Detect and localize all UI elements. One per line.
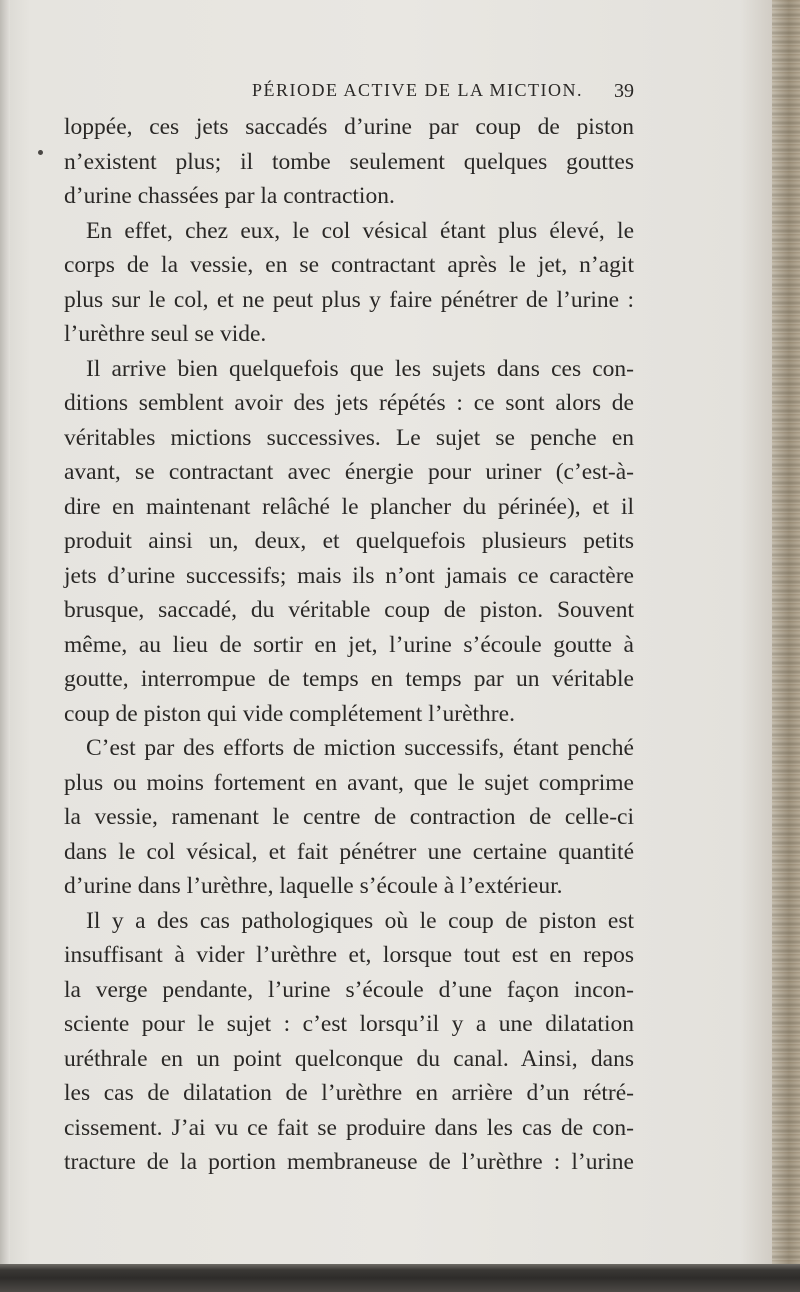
text-line: loppée, ces jets saccadés d’urine par coup de piston	[64, 114, 634, 140]
text-line: insuffisant à vider l’urèthre et, lorsque tout est en repos	[64, 942, 634, 968]
text-line: véritables mictions successives. Le sujet se penche en	[64, 424, 634, 451]
text-line: dire en maintenant relâché le plancher du périnée), et il	[64, 493, 634, 520]
text-line: sciente pour le sujet : c’est lorsqu’il y a une dilatation	[64, 1011, 634, 1037]
text-line: C’est par des efforts de miction successifs, étant penché	[86, 735, 634, 761]
page-edge-stain	[772, 0, 800, 1292]
body-text	[64, 110, 634, 1180]
scan-bottom-edge	[0, 1264, 800, 1292]
text-line: brusque, saccadé, du véritable coup de piston. Souvent	[64, 597, 634, 623]
text-line: d’urine dans l’urèthre, laquelle s’écoule à l’extérieur.	[64, 873, 563, 899]
text-line: plus ou moins fortement en avant, que le sujet comprime	[64, 769, 634, 796]
text-line: la verge pendante, l’urine s’écoule d’une façon incon-	[64, 976, 634, 1003]
text-line: les cas de dilatation de l’urèthre en arrière d’un rétré-	[64, 1080, 634, 1106]
text-line: plus sur le col, et ne peut plus y faire pénétrer de l’urine :	[64, 286, 634, 313]
text-line: ditions semblent avoir des jets répétés : ce sont alors de	[64, 390, 634, 416]
text-line: la vessie, ramenant le centre de contraction de celle-ci	[64, 804, 634, 830]
text-line: l’urèthre seul se vide.	[64, 321, 267, 347]
running-head	[64, 80, 634, 110]
text-line: coup de piston qui vide complétement l’urèthre.	[64, 700, 515, 727]
text-line: jets d’urine successifs; mais ils n’ont jamais ce caractère	[64, 562, 634, 589]
text-line: cissement. J’ai vu ce fait se produire dans les cas de con-	[64, 1114, 634, 1141]
text-line: En effet, chez eux, le col vésical étant plus élevé, le	[86, 217, 634, 244]
text-line: Il y a des cas pathologiques où le coup de piston est	[86, 907, 634, 934]
text-line: tracture de la portion membraneuse de l’urèthre : l’urine	[64, 1149, 634, 1175]
text-line: corps de la vessie, en se contractant après le jet, n’agit	[64, 252, 634, 278]
text-line: goutte, interrompue de temps en temps par un véritable	[64, 666, 634, 692]
page-number: 39	[614, 80, 634, 102]
text-line: Il arrive bien quelquefois que les sujets dans ces con-	[86, 355, 634, 382]
text-line: avant, se contractant avec énergie pour uriner (c’est-à-	[64, 459, 634, 485]
running-head-title: PÉRIODE ACTIVE DE LA MICTION.	[252, 80, 583, 100]
text-line: uréthrale en un point quelconque du canal. Ainsi, dans	[64, 1045, 634, 1072]
text-line: produit ainsi un, deux, et quelquefois plusieurs petits	[64, 528, 634, 554]
page-gutter-shadow	[0, 0, 10, 1292]
text-line: même, au lieu de sortir en jet, l’urine s’écoule goutte à	[64, 631, 634, 658]
text-line: dans le col vésical, et fait pénétrer une certaine quantité	[64, 838, 634, 865]
paper-speck	[38, 150, 43, 155]
text-line: d’urine chassées par la contraction.	[64, 183, 395, 209]
text-line: n’existent plus; il tombe seulement quelques gouttes	[64, 148, 634, 175]
